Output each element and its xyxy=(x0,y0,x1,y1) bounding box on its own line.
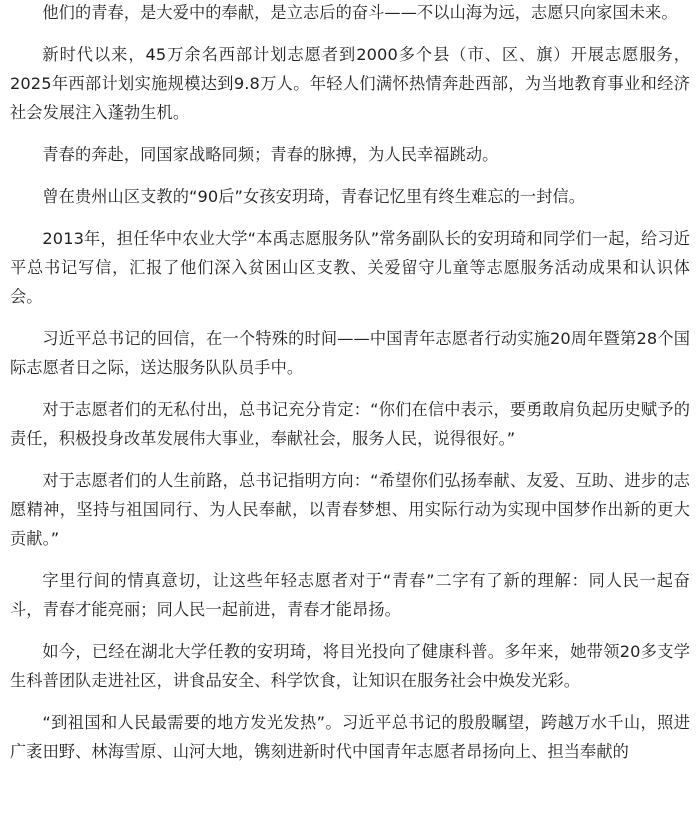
paragraph: 新时代以来，45万余名西部计划志愿者到2000多个县（市、区、旗）开展志愿服务，2025年西部计划实施规模达到9.8万人。年轻人们满怀热情奔赴西部，为当地教育事业和经济社会发展注入蓬勃生机。 xyxy=(10,45,690,122)
paragraph: 曾在贵州山区支教的“90后”女孩安玥琦，青春记忆里有终生难忘的一封信。 xyxy=(42,187,586,206)
paragraph: 他们的青春，是大爱中的奉献，是立志后的奋斗——不以山海为远，志愿只向家国未来。 xyxy=(42,3,678,22)
paragraph: 青春的奔赴，同国家战略同频；青春的脉搏，为人民幸福跳动。 xyxy=(42,145,499,164)
paragraph: 对于志愿者们的无私付出，总书记充分肯定：“你们在信中表示，要勇敢肩负起历史赋予的责任，积极投身改革发展伟大事业，奉献社会，服务人民，说得很好。” xyxy=(10,400,690,448)
article-body xyxy=(10,0,690,779)
paragraph: 对于志愿者们的人生前路，总书记指明方向：“希望你们弘扬奉献、友爱、互助、进步的志愿精神，坚持与祖国同行、为人民奉献，以青春梦想、用实际行动为实现中国梦作出新的更大贡献。” xyxy=(10,471,690,548)
paragraph: 习近平总书记的回信，在一个特殊的时间——中国青年志愿者行动实施20周年暨第28个国际志愿者日之际，送达服务队队员手中。 xyxy=(10,329,690,377)
paragraph: 字里行间的情真意切，让这些年轻志愿者对于“青春”二字有了新的理解：同人民一起奋斗，青春才能亮丽；同人民一起前进，青春才能昂扬。 xyxy=(10,571,690,619)
paragraph: “到祖国和人民最需要的地方发光发热”。习近平总书记的殷殷瞩望，跨越万水千山，照进广袤田野、林海雪原、山河大地，镌刻进新时代中国青年志愿者昂扬向上、担当奉献的 xyxy=(10,713,690,761)
paragraph: 2013年，担任华中农业大学“本禹志愿服务队”常务副队长的安玥琦和同学们一起，给习近平总书记写信，汇报了他们深入贫困山区支教、关爱留守儿童等志愿服务活动成果和认识体会。 xyxy=(10,229,690,306)
paragraph: 如今，已经在湖北大学任教的安玥琦，将目光投向了健康科普。多年来，她带领20多支学生科普团队走进社区，讲食品安全、科学饮食，让知识在服务社会中焕发光彩。 xyxy=(10,642,690,690)
